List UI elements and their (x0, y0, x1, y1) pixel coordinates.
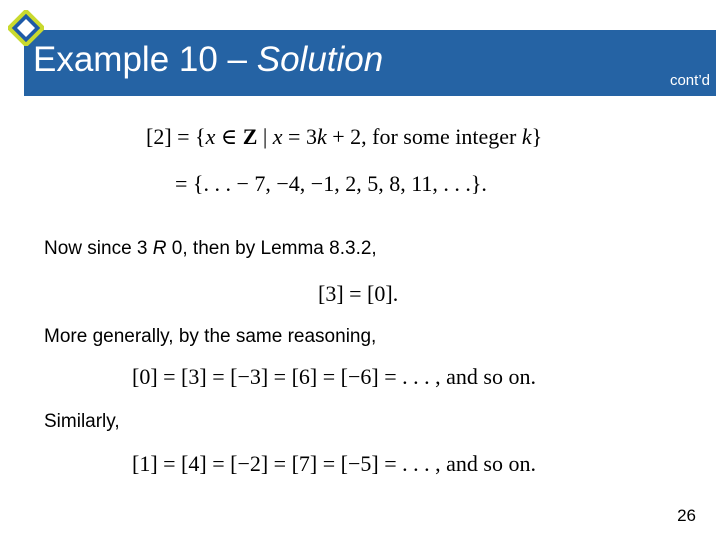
equation-class-1: [1] = [4] = [−2] = [7] = [−5] = . . . , and so on. (132, 451, 536, 476)
sentence-generally: More generally, by the same reasoning, (44, 326, 377, 347)
equation-class-2-line1: [2] = {x ∈ Z | x = 3k + 2, for some integer k} (146, 124, 543, 149)
sentence-similarly: Similarly, (44, 411, 120, 432)
page-number: 26 (677, 506, 696, 525)
equation-class-2-line2: = {. . . − 7, −4, −1, 2, 5, 8, 11, . . .}. (175, 171, 487, 196)
equation-class-0: [0] = [3] = [−3] = [6] = [−6] = . . . , and so on. (132, 364, 536, 389)
continued-label: cont’d (669, 72, 710, 89)
sentence-lemma: Now since 3 R 0, then by Lemma 8.3.2, (44, 238, 377, 259)
slide-title (33, 40, 383, 80)
equation-class-3: [3] = [0]. (318, 281, 399, 306)
title-italic: Solution (256, 40, 384, 79)
title-main: Example 10 – (33, 40, 257, 79)
